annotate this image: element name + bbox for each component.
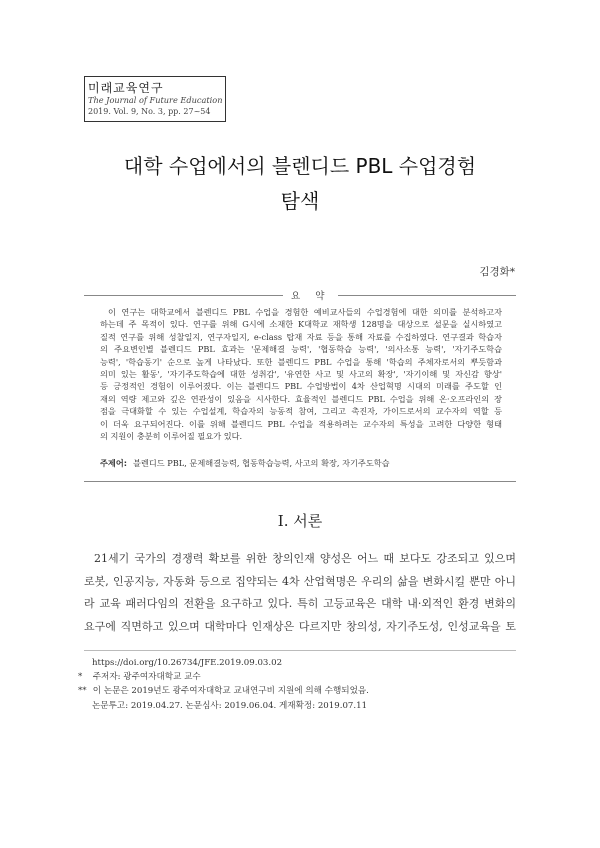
keywords-label: 주제어: <box>100 458 128 468</box>
abstract-line: 등 긍정적인 경험이 이루어졌다. 이는 블렌디드 PBL 수업방법이 4차 산업혁명 시대의 미래를 주도할 인 <box>100 381 502 392</box>
footnote-author-text: 주저자: 광주여자대학교 교수 <box>92 672 201 683</box>
intro-line: 21세기 국가의 경쟁력 확보를 위한 창의인재 양성은 어느 때 보다도 강조되고 있으며 <box>94 552 516 565</box>
abstract-line: 의 주요변인별 블렌디드 PBL 효과는 '문제해결 능력', '협동학습 능력', '의사소통 능력', '자기주도학습 <box>100 344 502 355</box>
abstract-line: 점을 극대화할 수 있는 수업설계, 학습자의 능동적 참여, 그리고 촉진자, 가이드로서의 교수자의 역할 등 <box>100 406 502 417</box>
section-heading: Ⅰ. 서론 <box>277 512 323 530</box>
footnote-mark: ** <box>78 686 87 697</box>
footnote-rule <box>84 650 516 651</box>
paper-title-line-1: 대학 수업에서의 블렌디드 PBL 수업경험 <box>123 154 477 178</box>
journal-name: 미래교육연구 <box>88 81 164 95</box>
intro-line: 라 교육 패러다임의 전환을 요구하고 있다. 특히 고등교육은 대학 내·외적인 환경 변화의 <box>84 597 516 610</box>
abstract-line: 의미 있는 활동', '자기주도학습에 대한 성취감', '유연한 사고 및 사고의 확장', '자기이해 및 자신감 향상' <box>100 368 502 379</box>
intro-line: 요구에 직면하고 있으며 대학마다 인재상은 다르지만 창의성, 자기주도성, 인성교육을 토 <box>84 619 516 633</box>
author-name: 김경화* <box>479 266 515 278</box>
footnote-author <box>78 670 369 684</box>
footnote-mark: * <box>78 672 83 683</box>
abstract-line: 재의 역량 제고와 깊은 연관성이 있음을 시사한다. 효율적인 블렌디드 PBL 수업을 위해 온·오프라인의 장 <box>100 393 502 404</box>
intro-paragraph <box>84 548 516 638</box>
abstract-line: 질적 연구를 위해 성찰일지, 연구자일지, e-class 탑재 자료 등을 통해 자료를 수집하였다. 연구결과 학습자 <box>100 331 502 342</box>
journal-header-box <box>84 76 226 122</box>
submission-dates: 논문투고: 2019.04.27. 논문심사: 2019.06.04. 게재확정: 2019.07.11 <box>92 700 368 711</box>
intro-line: 로봇, 인공지능, 자동화 등으로 집약되는 4차 산업혁명은 우리의 삶을 변화시킬 뿐만 아니 <box>84 574 516 588</box>
abstract-line: 이 연구는 대학교에서 블렌디드 PBL 수업을 경험한 예비교사들의 수업경험에 대한 의미를 분석하고자 <box>108 307 502 317</box>
abstract-bottom-rule <box>84 481 516 482</box>
footnote-funding <box>78 684 369 698</box>
doi-link[interactable]: https://doi.org/10.26734/JFE.2019.09.03.02 <box>92 658 283 668</box>
journal-volume-info: 2019. Vol. 9, No. 3, pp. 27~54 <box>88 107 211 116</box>
keywords-text: 블렌디드 PBL, 문제해결능력, 협동학습능력, 사고의 확장, 자기주도학습 <box>133 458 390 468</box>
journal-english-name: The Journal of Future Education <box>88 95 223 105</box>
abstract-line: 능력', '학습동기' 순으로 높게 나타났다. 또한 블렌디드 PBL 수업을 통해 '학습의 주체자로서의 뿌듯함과 <box>100 356 502 367</box>
footnote-funding-text: 이 논문은 2019년도 광주여자대학교 교내연구비 지원에 의해 수행되었음. <box>92 686 369 697</box>
abstract-label: 요 약 <box>283 288 338 302</box>
abstract-line: 하는데 주 목적이 있다. 연구를 위해 G시에 소재한 K대학교 재학생 128명을 대상으로 설문을 실시하였고 <box>100 319 502 330</box>
abstract-body <box>100 306 502 442</box>
abstract-line: 이 더욱 요구되어진다. 이를 위해 블렌디드 PBL 수업을 적용하려는 교수자의 특성을 고려한 다양한 형태 <box>100 418 502 429</box>
keywords <box>100 458 390 469</box>
paper-title-line-2: 탐색 <box>280 189 320 213</box>
footnotes <box>78 656 369 713</box>
abstract-line: 의 지원이 충분히 이루어질 필요가 있다. <box>100 430 243 441</box>
